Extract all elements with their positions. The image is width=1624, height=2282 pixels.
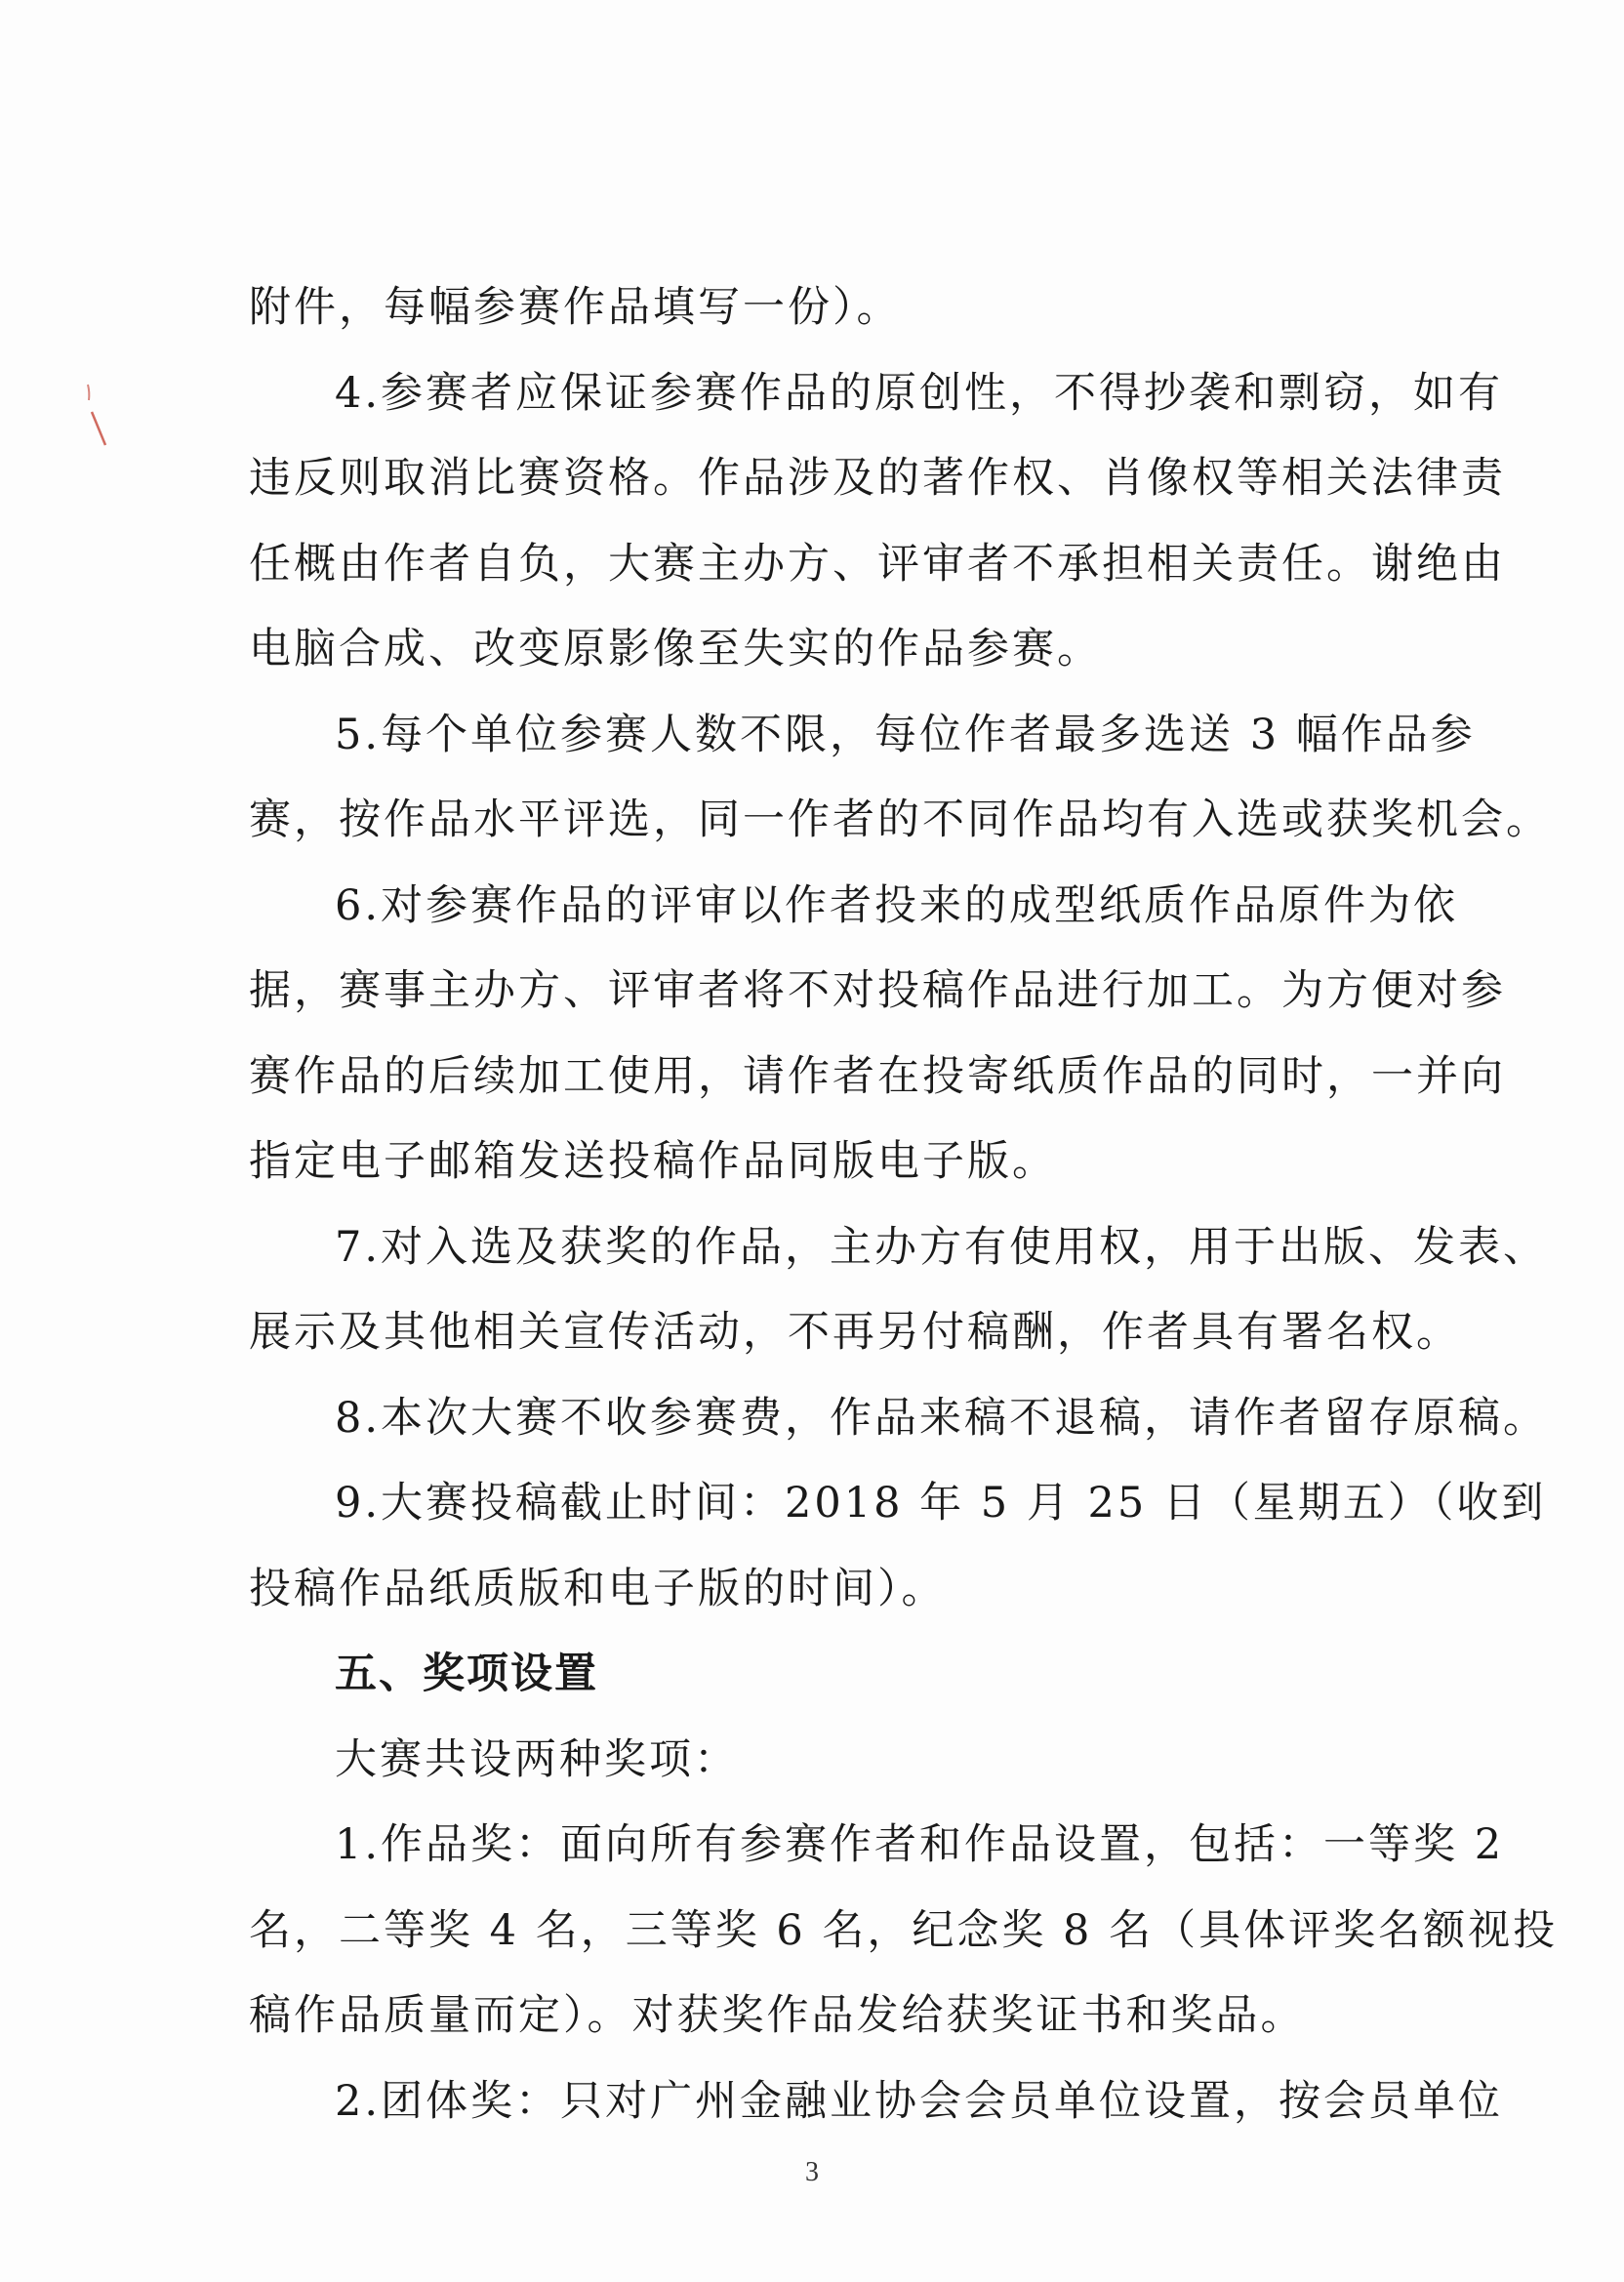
text-line: 电脑合成、改变原影像至失实的作品参赛。 bbox=[249, 625, 1102, 673]
text-line: 指定电子邮箱发送投稿作品同版电子版。 bbox=[249, 1137, 1057, 1186]
text-line: 稿作品质量而定）。对获奖作品发给获奖证书和奖品。 bbox=[249, 1991, 1306, 2040]
text-line: 5.每个单位参赛人数不限，每位作者最多选送 3 幅作品参 bbox=[335, 710, 1476, 759]
text-line: 展示及其他相关宣传活动，不再另付稿酬，作者具有署名权。 bbox=[249, 1308, 1461, 1357]
text-line: 8.本次大赛不收参赛费，作品来稿不退稿，请作者留存原稿。 bbox=[335, 1393, 1549, 1443]
text-line: 赛，按作品水平评选，同一作者的不同作品均有入选或获奖机会。 bbox=[249, 795, 1551, 844]
text-line: 投稿作品纸质版和电子版的时间）。 bbox=[249, 1564, 947, 1613]
text-line: 2.团体奖：只对广州金融业协会会员单位设置，按会员单位 bbox=[335, 2076, 1504, 2126]
text-line: 名，二等奖 4 名，三等奖 6 名，纪念奖 8 名（具体评奖名额视投 bbox=[249, 1905, 1559, 1955]
text-line: 违反则取消比赛资格。作品涉及的著作权、肖像权等相关法律责 bbox=[249, 454, 1506, 503]
body-text bbox=[249, 265, 1559, 2144]
text-line: 9.大赛投稿截止时间：2018 年 5 月 25 日（星期五）（收到 bbox=[335, 1479, 1547, 1528]
text-line: 1.作品奖：面向所有参赛作者和作品设置，包括：一等奖 2 bbox=[335, 1820, 1505, 1869]
text-line: 6.对参赛作品的评审以作者投来的成型纸质作品原件为依 bbox=[335, 880, 1459, 930]
text-line: 赛作品的后续加工使用，请作者在投寄纸质作品的同时，一并向 bbox=[249, 1051, 1506, 1101]
text-line: 附件，每幅参赛作品填写一份）。 bbox=[249, 283, 902, 332]
text-line: 大赛共设两种奖项： bbox=[335, 1734, 739, 1784]
text-line: 7.对入选及获奖的作品，主办方有使用权，用于出版、发表、 bbox=[335, 1222, 1549, 1272]
text-line: 据，赛事主办方、评审者将不对投稿作品进行加工。为方便对参 bbox=[249, 966, 1506, 1015]
red-pen-mark bbox=[84, 383, 113, 451]
section-heading: 五、奖项设置 bbox=[335, 1650, 598, 1698]
text-line: 任概由作者自负，大赛主办方、评审者不承担相关责任。谢绝由 bbox=[249, 539, 1506, 589]
page-number: 3 bbox=[805, 2157, 819, 2187]
text-line: 4.参赛者应保证参赛作品的原创性，不得抄袭和剽窃，如有 bbox=[335, 368, 1504, 418]
